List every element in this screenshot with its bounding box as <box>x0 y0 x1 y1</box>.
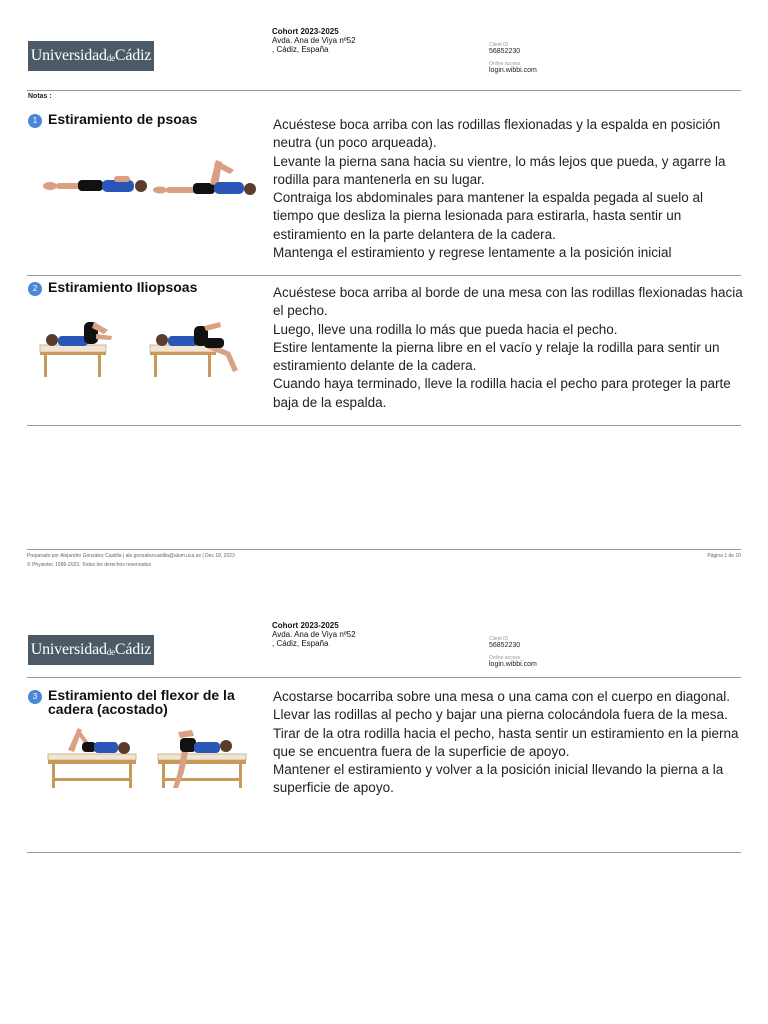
instruction-line: Llevar las rodillas al pecho y bajar una pierna colocándola fuera de la mesa. <box>273 707 728 723</box>
online-access-label: Online access <box>489 655 521 661</box>
exercise-item <box>28 112 741 272</box>
exercise-number-badge: 3 <box>28 690 42 704</box>
exercise-title: Estiramiento del flexor de la cadera (acostado) <box>48 687 235 717</box>
exercise-title: Estiramiento de psoas <box>48 111 198 127</box>
exercise-illustration <box>38 312 258 378</box>
cohort-label: Cohort 2023-2025 <box>272 621 339 630</box>
address-line-1: Avda. Ana de Viya nº52 <box>272 36 356 45</box>
client-id-value: 56852230 <box>489 48 521 55</box>
footer-divider <box>27 549 741 550</box>
address-line-1: Avda. Ana de Viya nº52 <box>272 630 356 639</box>
page-2 <box>0 596 768 1024</box>
header-divider <box>27 90 741 91</box>
client-id-label: Client ID <box>489 42 509 48</box>
copyright-text: © Physiotec 1996-2023. Todos los derechos reservados <box>27 562 151 568</box>
address-block <box>272 621 356 648</box>
instruction-line: Estire lentamente la pierna libre en el vacío y relaje la rodilla para sentir un estiramiento delante de la cadera. <box>273 339 720 374</box>
exercise-divider <box>27 425 741 426</box>
instruction-line: Tirar de la otra rodilla hacia el pecho, hasta sentir un estiramiento en la pierna que se encuentra fuera de la superficie de apoyo. <box>273 725 739 759</box>
instruction-line: Mantenga el estiramiento y regrese lentamente a la posición inicial <box>273 245 672 261</box>
instruction-line: Acostarse bocarriba sobre una mesa o una cama con el cuerpo en diagonal. <box>273 689 731 704</box>
address-line-2: , Cádiz, España <box>272 639 329 648</box>
exercise-description <box>273 284 743 412</box>
university-logo: UniversidaddeCádiz <box>28 41 154 71</box>
exercise-description <box>273 688 743 798</box>
exercise-number-badge: 1 <box>28 114 42 128</box>
address-block <box>272 27 356 54</box>
client-info <box>489 42 537 75</box>
exercise-title: Estiramiento Iliopsoas <box>48 279 198 295</box>
instruction-line: Acuéstese boca arriba con las rodillas flexionadas y la espalda en posición neutra (un poco arqueada). <box>273 117 721 151</box>
page-number: Página 1 de 10 <box>707 553 741 559</box>
exercise-illustration <box>46 722 256 792</box>
instruction-line: Mantener el estiramiento y volver a la posición inicial llevando la pierna a la superficie de apoyo. <box>273 762 724 796</box>
exercise-item <box>28 688 741 848</box>
exercise-number-badge: 2 <box>28 282 42 296</box>
instruction-line: Levante la pierna sana hacia su vientre, lo más lejos que pueda, y agarre la rodilla para mantenerla en su lugar. <box>273 153 726 187</box>
instruction-line: Cuando haya terminado, lleve la rodilla hacia el pecho para proteger la parte baja de la espalda. <box>273 376 731 410</box>
online-access-link[interactable]: login.wibbi.com <box>489 661 537 668</box>
instruction-line: Luego, lleve una rodilla lo más que pueda hacia el pecho. <box>273 321 618 337</box>
instruction-line: Contraiga los abdominales para mantener la espalda pegada al suelo al tiempo que desliza la pierna lesionada para estirarla, hasta sentir un estiramiento en la parte delantera de la cadera. <box>273 190 704 242</box>
client-info <box>489 636 537 669</box>
client-id-value: 56852230 <box>489 642 521 649</box>
online-access-link[interactable]: login.wibbi.com <box>489 67 537 74</box>
client-id-label: Client ID <box>489 636 509 642</box>
cohort-label: Cohort 2023-2025 <box>272 27 339 36</box>
notes-label: Notas : <box>28 93 52 100</box>
address-line-2: , Cádiz, España <box>272 45 329 54</box>
university-logo: UniversidaddeCádiz <box>28 635 154 665</box>
exercise-divider <box>27 275 741 276</box>
exercise-divider <box>27 852 741 853</box>
instruction-line: Acuéstese boca arriba al borde de una mesa con las rodillas flexionadas hacia el pecho. <box>273 285 743 319</box>
prepared-by-text: Preparado por Alejandro González Castilla | ale.gonzalezcastilla@alum.uca.es | Dec 18, 2023 <box>27 553 235 559</box>
exercise-illustration <box>38 146 258 206</box>
exercise-description <box>273 116 743 262</box>
page-footer <box>27 553 741 568</box>
online-access-label: Online access <box>489 61 521 67</box>
header-divider <box>27 677 741 678</box>
exercise-item <box>28 280 741 420</box>
